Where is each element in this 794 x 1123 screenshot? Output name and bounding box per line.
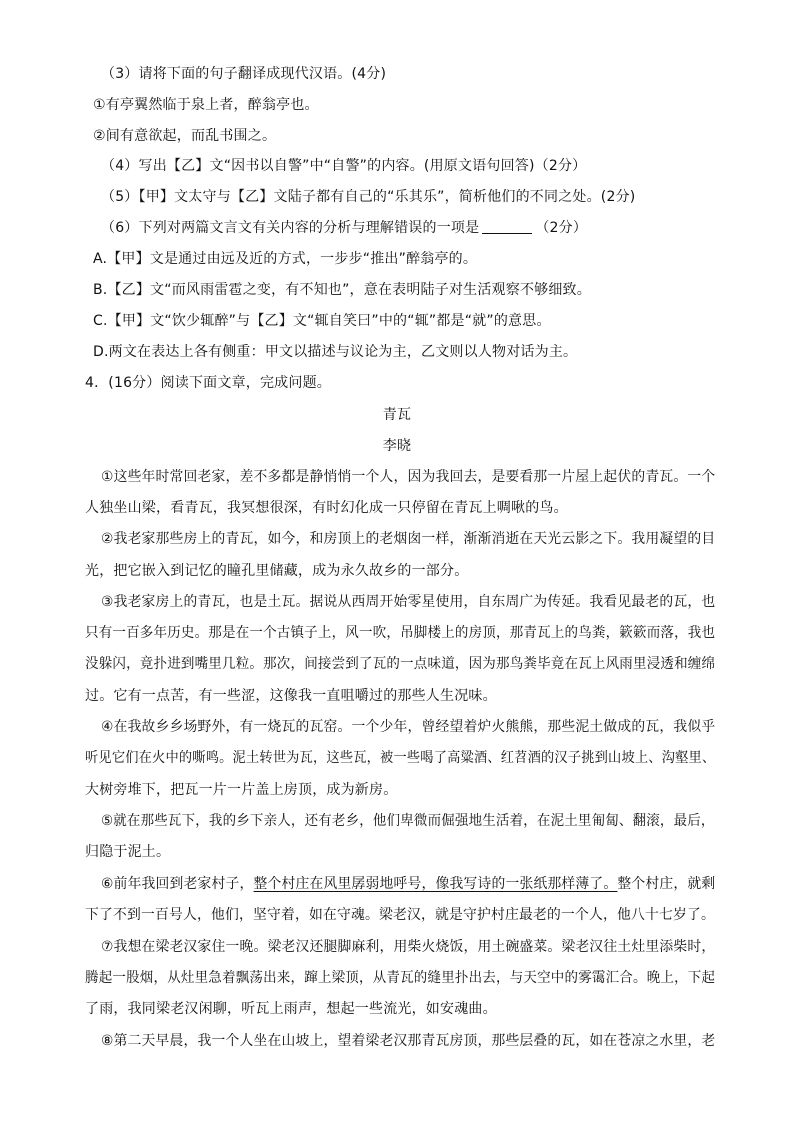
question-6: [101, 218, 587, 238]
article-author: 李晓: [382, 438, 412, 454]
question-6-stem: （6）下列对两篇文言文有关内容的分析与理解错误的一项是: [101, 220, 480, 236]
paragraph-8-line-1: ⑧第二天早晨，我一个人坐在山坡上，望着梁老汉那青瓦房顶，那些层叠的瓦，如在苍凉之水里，老: [101, 1033, 716, 1049]
question-3-sentence-2: ②间有意欲起，而乱书围之。: [93, 128, 277, 144]
article-title: 青瓦: [382, 407, 412, 423]
paragraph-6-line-2: 下了不到一百号人，他们，坚守着，如在守魂。梁老汉，就是守护村庄最老的一个人，他八十七岁了。: [85, 907, 715, 923]
paragraph-5-line-1: ⑤就在那些瓦下，我的乡下亲人，还有老乡，他们卑微而倔强地生活着，在泥土里匍匐、翻滚，最后，: [101, 813, 715, 829]
question-6-score: （2分）: [535, 220, 588, 236]
paragraph-4-line-1: ④在我故乡乡场野外，有一烧瓦的瓦窑。一个少年，曾经望着炉火熊熊，那些泥土做成的瓦，我似乎: [101, 719, 716, 735]
paragraph-3-line-1: ③我老家房上的青瓦，也是土瓦。据说从西周开始零星使用，自东周广为传延。我看见最老的瓦，也: [101, 594, 716, 610]
question-5: （5）【甲】文太守与【乙】文陆子都有自己的“乐其乐”，简析他们的不同之处。(2分): [101, 189, 636, 205]
paragraph-1-line-1: ①这些年时常回老家，差不多都是静悄悄一个人，因为我回去，是要看那一片屋上起伏的青瓦。一个: [101, 469, 716, 485]
paragraph-6-lead: ⑥前年我回到老家村子，: [101, 876, 254, 892]
question-4: （4）写出【乙】文“因书以自警”中“自警”的内容。(用原文语句回答)（2分）: [101, 158, 587, 174]
question-3: （3）请将下面的句子翻译成现代汉语。(4分): [101, 66, 387, 82]
paragraph-7-line-1: ⑦我想在梁老汉家住一晚。梁老汉还腿脚麻利，用柴火烧饭，用土碗盛菜。梁老汉往土灶里添柴时，: [101, 939, 716, 955]
paragraph-1-line-2: 人独坐山梁，看青瓦，我冥想很深，有时幻化成一只停留在青瓦上啁啾的鸟。: [85, 500, 568, 516]
paragraph-7-line-2: 腾起一股烟，从灶里急着飘荡出来，蹿上梁顶，从青瓦的缝里扑出去，与天空中的雾霭汇合。晚上，下起: [85, 970, 716, 986]
paragraph-2-line-1: ②我老家那些房上的青瓦，如今，和房顶上的老烟囱一样，渐渐消逝在天光云影之下。我用凝望的目: [101, 531, 716, 547]
option-a: A.【甲】文是通过由远及近的方式，一步步“推出”醉翁亭的。: [93, 251, 478, 267]
paragraph-6-tail: 整个村庄，就剩: [617, 876, 716, 892]
paragraph-4-line-3: 大树旁堆下，把瓦一片一片盖上房顶，成为新房。: [85, 782, 398, 798]
paragraph-3-line-3: 没躲闪，竟扑进到嘴里几粒。那次，间接尝到了瓦的一点味道，因为那鸟粪毕竟在瓦上风雨里浸透和缠绵: [85, 656, 716, 672]
paragraph-5-line-2: 归隐于泥土。: [85, 844, 171, 860]
paragraph-4-line-2: 听见它们在火中的嘶鸣。泥土转世为瓦，这些瓦，被一些喝了高粱酒、红苕酒的汉子挑到山坡上、沟壑里、: [85, 750, 716, 766]
option-c: C.【甲】文“饮少辄醉”与【乙】文“辄自笑曰”中的“辄”都是“就”的意思。: [93, 313, 551, 329]
answer-blank[interactable]: [482, 219, 532, 234]
section-4-header: 4．(16分）阅读下面文章，完成问题。: [85, 375, 331, 391]
paragraph-2-line-2: 光，把它嵌入到记忆的瞳孔里储藏，成为永久故乡的一部分。: [85, 563, 469, 579]
paragraph-3-line-4: 过。它有一点苦，有一些涩，这像我一直咀嚼过的那些人生况味。: [85, 688, 497, 704]
underlined-sentence: 整个村庄在风里孱弱地呼号，像我写诗的一张纸那样薄了。: [253, 876, 618, 892]
paragraph-7-line-3: 了雨，我同梁老汉闲聊，听瓦上雨声，想起一些流光，如安魂曲。: [85, 1001, 497, 1017]
option-b: B.【乙】文“而风雨雷雹之变，有不知也”，意在表明陆子对生活观察不够细致。: [93, 282, 591, 298]
paragraph-3-line-2: 只有一百多年历史。那是在一个古镇子上，风一吹，吊脚楼上的房顶，那青瓦上的鸟粪，簌簌而落，我也: [85, 625, 716, 641]
paragraph-6-line-1: [101, 874, 715, 894]
question-3-sentence-1: ①有亭翼然临于泉上者，醉翁亭也。: [93, 97, 319, 113]
option-d: D.两文在表达上各有侧重：甲文以描述与议论为主，乙文则以人物对话为主。: [93, 344, 578, 360]
